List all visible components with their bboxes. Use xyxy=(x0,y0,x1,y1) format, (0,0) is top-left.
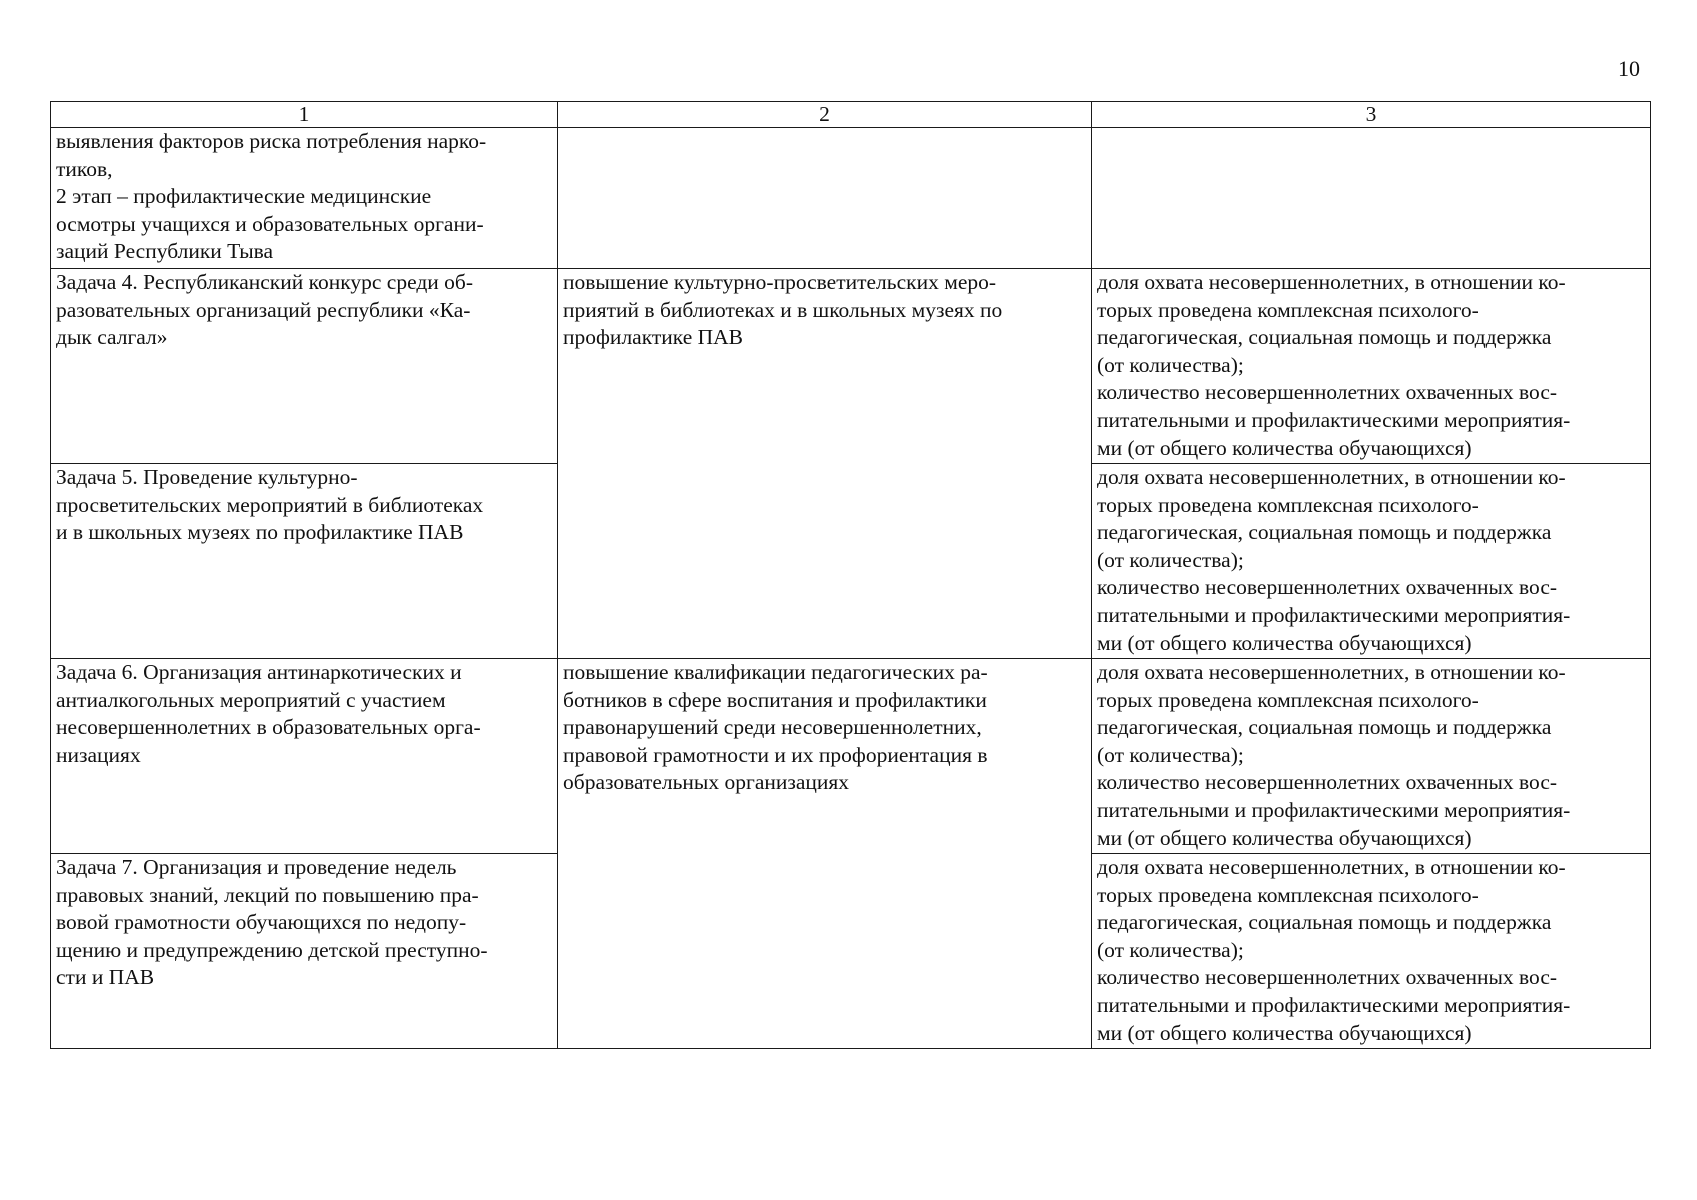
indicator-cell: доля охвата несовершеннолетних, в отношении ко- торых проведена комплексная психолого- педагогическая, социальная помощь и поддержка (от количества); количество несовершеннолетних охваченных вос- питательными и профилактическими мероприятия- ми (от общего количества обучающихся) xyxy=(1092,659,1651,854)
indicator-cell: доля охвата несовершеннолетних, в отношении ко- торых проведена комплексная психолого- педагогическая, социальная помощь и поддержка (от количества); количество несовершеннолетних охваченных вос- питательными и профилактическими мероприятия- ми (от общего количества обучающихся) xyxy=(1092,464,1651,659)
result-cell: повышение культурно-просветительских меро- приятий в библиотеках и в школьных музеях по профилактике ПАВ xyxy=(558,269,1092,659)
result-cell: повышение квалификации педагогических ра- ботников в сфере воспитания и профилактики правонарушений среди несовершеннолетних, правовой грамотности и их профориентация в образовательных организациях xyxy=(558,659,1092,1049)
task-cell: Задача 5. Проведение культурно- просветительских мероприятий в библиотеках и в школьных музеях по профилактике ПАВ xyxy=(51,464,558,659)
table-row xyxy=(51,269,1651,464)
indicator-cell xyxy=(1092,128,1651,269)
table-row xyxy=(51,128,1651,269)
indicator-cell: доля охвата несовершеннолетних, в отношении ко- торых проведена комплексная психолого- педагогическая, социальная помощь и поддержка (от количества); количество несовершеннолетних охваченных вос- питательными и профилактическими мероприятия- ми (от общего количества обучающихся) xyxy=(1092,269,1651,464)
page-number: 10 xyxy=(1618,56,1640,81)
task-cell: Задача 7. Организация и проведение недель правовых знаний, лекций по повышению пра- вовой грамотности обучающихся по недопу- щению и предупреждению детской преступно- сти и ПАВ xyxy=(51,854,558,1049)
column-header-1: 1 xyxy=(51,102,558,128)
result-cell xyxy=(558,128,1092,269)
program-table xyxy=(50,101,1651,1049)
table-header-row xyxy=(51,102,1651,128)
task-cell: выявления факторов риска потребления нарко- тиков, 2 этап – профилактические медицинские осмотры учащихся и образовательных органи- заций Республики Тыва xyxy=(51,128,558,269)
column-header-3: 3 xyxy=(1092,102,1651,128)
column-header-2: 2 xyxy=(558,102,1092,128)
indicator-cell: доля охвата несовершеннолетних, в отношении ко- торых проведена комплексная психолого- педагогическая, социальная помощь и поддержка (от количества); количество несовершеннолетних охваченных вос- питательными и профилактическими мероприятия- ми (от общего количества обучающихся) xyxy=(1092,854,1651,1049)
table-row xyxy=(51,659,1651,854)
task-cell: Задача 4. Республиканский конкурс среди об- разовательных организаций республики «Ка- дык салгал» xyxy=(51,269,558,464)
task-cell: Задача 6. Организация антинаркотических и антиалкогольных мероприятий с участием несовершеннолетних в образовательных орга- низациях xyxy=(51,659,558,854)
